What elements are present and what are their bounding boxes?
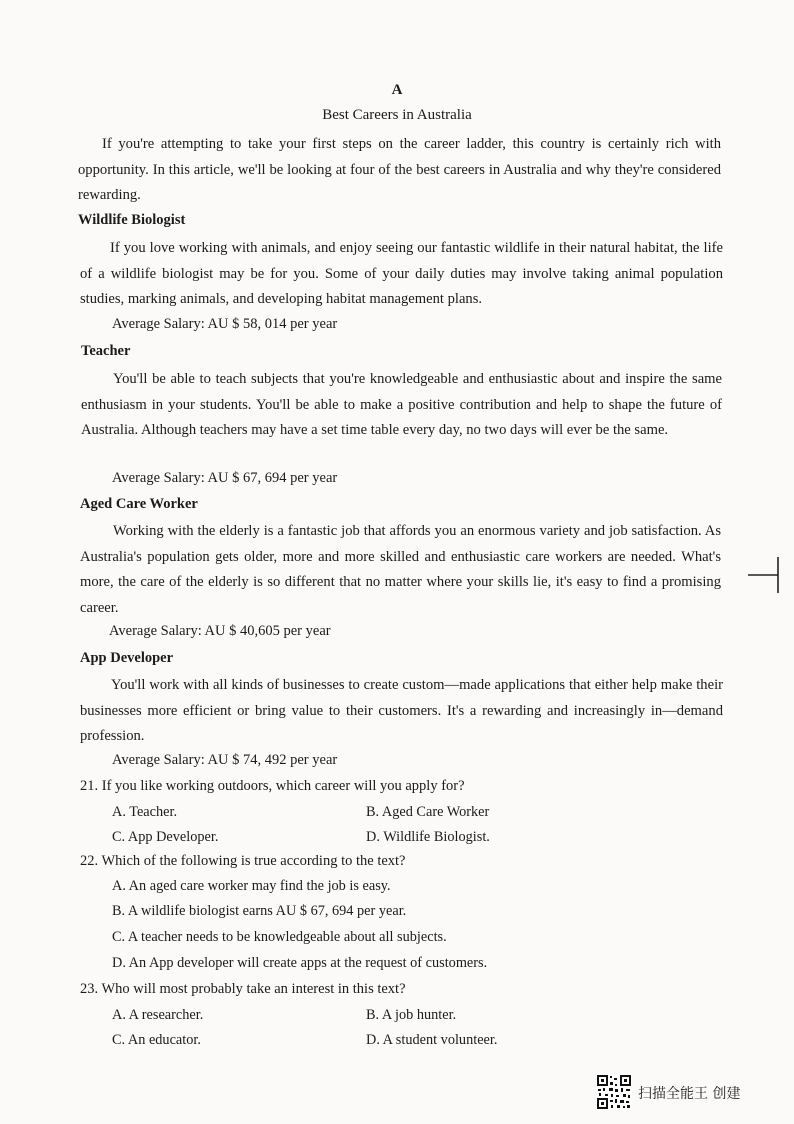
question-22-option-d: D. An App developer will create apps at the request of customers. [112,955,488,971]
passage-title: Best Careers in Australia [322,107,472,123]
question-21-option-d: D. Wildlife Biologist. [366,829,490,845]
career-heading-teacher: Teacher [81,343,131,359]
career-text-wildlife-biologist: If you love working with animals, and enjoy seeing our fantastic wildlife in their natural habitat, the life of a wildlife biologist may be for you. Some of your daily duties may involve taking animal population studies, marking animals, and developing habitat management plans. [80,240,723,307]
career-heading-wildlife-biologist: Wildlife Biologist [78,212,186,228]
scanner-watermark: 扫描全能王 创建 [638,1086,741,1102]
question-22-option-a: A. An aged care worker may find the job is easy. [112,878,391,894]
salary-aged-care-worker: Average Salary: AU $ 40,605 per year [109,623,331,639]
question-22-option-b: B. A wildlife biologist earns AU $ 67, 694 per year. [112,903,407,919]
question-21-option-c: C. App Developer. [112,829,219,845]
question-21-option-b: B. Aged Care Worker [366,804,490,820]
question-21-stem: 21. If you like working outdoors, which career will you apply for? [80,778,465,794]
career-text-teacher: You'll be able to teach subjects that you're knowledgeable and enthusiastic about and inspire the same enthusiasm in your students. You'll be able to make a positive contribution and help to shape the future of Australia. Although teachers may have a set time table every day, no two days will ever be the same. [81,371,722,438]
question-23-stem: 23. Who will most probably take an interest in this text? [80,981,406,997]
binding-mark [748,555,782,595]
section-letter: A [391,82,403,98]
question-23-option-a: A. A researcher. [112,1007,204,1023]
question-21-option-a: A. Teacher. [112,804,178,820]
qr-code-icon [596,1074,632,1110]
intro-paragraph: If you're attempting to take your first steps on the career ladder, this country is certainly rich with opportunity. In this article, we'll be looking at four of the best careers in Australia and why they're considered rewarding. [78,136,721,203]
question-23-option-c: C. An educator. [112,1032,201,1048]
salary-wildlife-biologist: Average Salary: AU $ 58, 014 per year [112,316,338,332]
question-23-option-b: B. A job hunter. [366,1007,457,1023]
question-22-stem: 22. Which of the following is true according to the text? [80,853,406,869]
career-text-aged-care-worker: Working with the elderly is a fantastic job that affords you an enormous variety and job satisfaction. As Australia's population gets older, more and more skilled and enthusiastic care workers are needed. What's more, the care of the elderly is so different that no matter where your skills lie, it's easy to find a promising career. [80,523,721,616]
question-22-option-c: C. A teacher needs to be knowledgeable about all subjects. [112,929,447,945]
career-text-app-developer: You'll work with all kinds of businesses to create custom—made applications that either help make their businesses more efficient or bring value to their customers. It's a rewarding and increasingly in—demand profession. [80,677,723,744]
salary-app-developer: Average Salary: AU $ 74, 492 per year [112,752,338,768]
question-23-option-d: D. A student volunteer. [366,1032,498,1048]
career-heading-aged-care-worker: Aged Care Worker [80,496,198,512]
career-heading-app-developer: App Developer [80,650,174,666]
salary-teacher: Average Salary: AU $ 67, 694 per year [112,470,338,486]
